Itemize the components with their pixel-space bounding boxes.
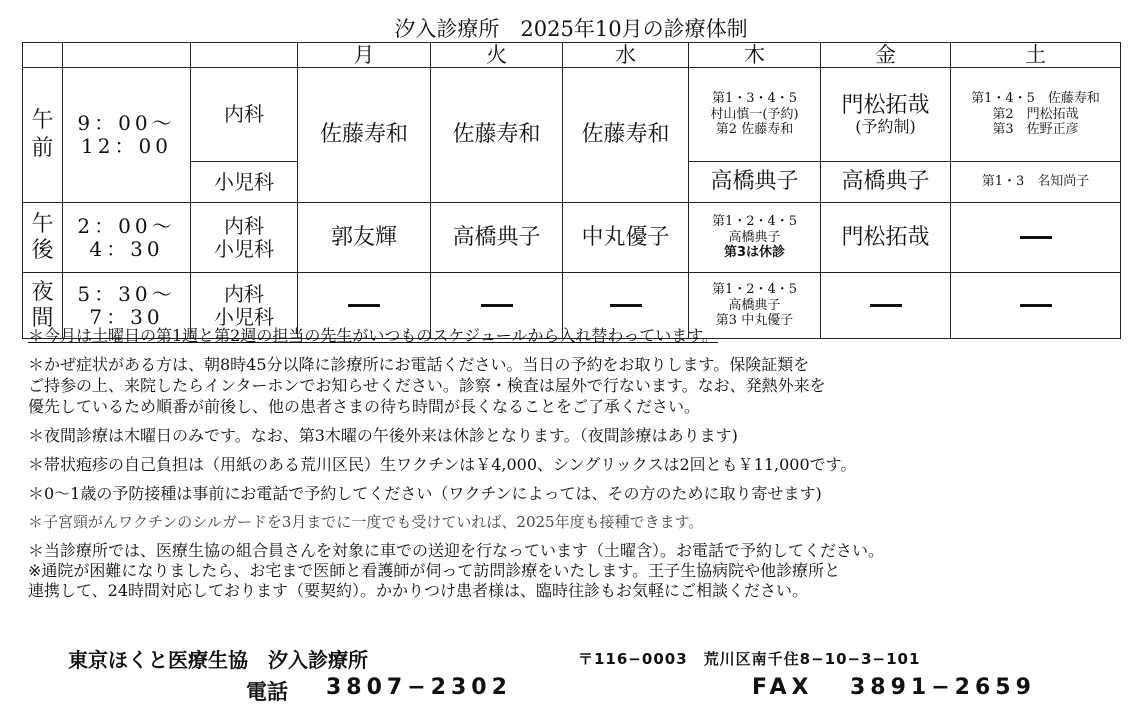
line: (予約制) [855,117,916,137]
am-time: 9：00～ 12：00 [63,68,191,203]
pm-thu [689,203,821,273]
org-name: 東京ほくと医療生協 汐入診療所 [68,648,368,672]
pm-dept: 内科 小児科 [191,203,298,273]
pm-sat [951,203,1121,273]
am-internal-row [23,68,1121,162]
am-wed: 佐藤寿和 [563,68,689,203]
line: 第1・4・5 佐藤寿和 [971,91,1100,107]
line: 高橋典子 [728,297,781,313]
dash-icon [481,304,513,307]
page-title: 汐入診療所 2025年10月の診療体制 [394,17,748,41]
day-wed: 水 [563,43,689,68]
pm-time: 2：00～ 4：30 [63,203,191,273]
night-label: 夜間 [23,273,63,339]
line: 門松拓哉 [841,92,930,118]
tel-label: 電話 [246,680,288,704]
address: 〒116−0003 荒川区南千住8−10−3−101 [578,650,921,668]
fax-number: 3891−2659 [850,675,1036,700]
am-label: 午前 [23,68,63,203]
tel-number: 3807−2302 [326,675,512,700]
schedule-table [22,42,1121,339]
fax-label: FAX [752,675,814,700]
note-hpv: ＊子宮頸がんワクチンのシルガードを3月までに一度でも受けていれば、2025年度も接種できます。 [28,513,704,531]
am-tue: 佐藤寿和 [431,68,563,203]
pm-mon: 郭友輝 [298,203,431,273]
day-tue: 火 [431,43,563,68]
line: 第1・3・4・5 [711,91,798,107]
line: 村山慎一(予約) [710,106,799,122]
note-vaccination: ＊0～1歳の予防接種は事前にお電話で予約してください（ワクチンによっては、その方のために取り寄せます) [28,484,822,503]
am-thu-peds: 高橋典子 [689,162,821,203]
line: 高橋典子 [728,229,781,245]
am-dept-internal: 内科 [191,68,298,162]
day-fri: 金 [821,43,951,68]
am-mon: 佐藤寿和 [298,68,431,203]
note-night: ＊夜間診療は木曜日のみです。なお、第3木曜の午後外来は休診となります。（夜間診療はあります) [28,426,738,445]
line: 第3 佐野正彦 [992,122,1079,138]
am-sat-internal [951,68,1121,162]
line: 第2 佐藤寿和 [715,122,794,138]
night-time: 5：30～ 7：30 [63,273,191,339]
pm-tue: 高橋典子 [431,203,563,273]
dash-icon [1020,236,1052,239]
line: 第1・2・4・5 [711,214,798,230]
pm-row [23,203,1121,273]
dash-icon [870,304,902,307]
day-thu: 木 [689,43,821,68]
night-dept: 内科 小児科 [191,273,298,339]
dash-icon [348,304,380,307]
line: 第3は休診 [723,245,786,261]
day-mon: 月 [298,43,431,68]
note-saturday-change: ＊今月は土曜日の第1週と第2週の担当の先生がいつものスケジュールから入れ替わっています。 [28,326,718,345]
night-sat [951,273,1121,339]
am-fri-internal [821,68,951,162]
dash-icon [1020,304,1052,307]
note-cold-symptoms: ＊かぜ症状がある方は、朝8時45分以降に診療所にお電話ください。当日の予約をお取りします。保険証類を ご持参の上、来院したらインターホンでお知らせください。診察・検査は屋外で行ないます。なお、発熱外来を 優先しているため順番が前後し、他の患者さまの待ち時間が長くなることをご了承ください。 [28,355,826,416]
day-sat: 土 [951,43,1121,68]
pm-wed: 中丸優子 [563,203,689,273]
dash-icon [610,304,642,307]
am-thu-internal [689,68,821,162]
header-row [23,43,1121,68]
line: 第1・2・4・5 [711,282,798,298]
am-dept-peds: 小児科 [191,162,298,203]
line: 第3 中丸優子 [715,313,794,329]
am-fri-peds: 高橋典子 [821,162,951,203]
am-sat-peds: 第1・3 名知尚子 [951,162,1121,203]
note-transport: ＊当診療所では、医療生協の組合員さんを対象に車での送迎を行なっています（土曜含）。お電話で予約してください。 ※通院が困難になりましたら、お宅まで医師と看護師が伺って訪問診療をいたします。王子生協病院や他診療所と 連携して、24時間対応しております（要契約）。かかりつけ患者様は、臨時往診もお気軽にご相談ください。 [28,541,885,600]
pm-fri: 門松拓哉 [821,203,951,273]
pm-label: 午後 [23,203,63,273]
note-shingles: ＊帯状疱疹の自己負担は（用紙のある荒川区民）生ワクチンは￥4,000、シングリックスは2回とも￥11,000です。 [28,455,857,474]
line: 第2 門松拓哉 [992,106,1079,122]
notes [28,325,884,609]
